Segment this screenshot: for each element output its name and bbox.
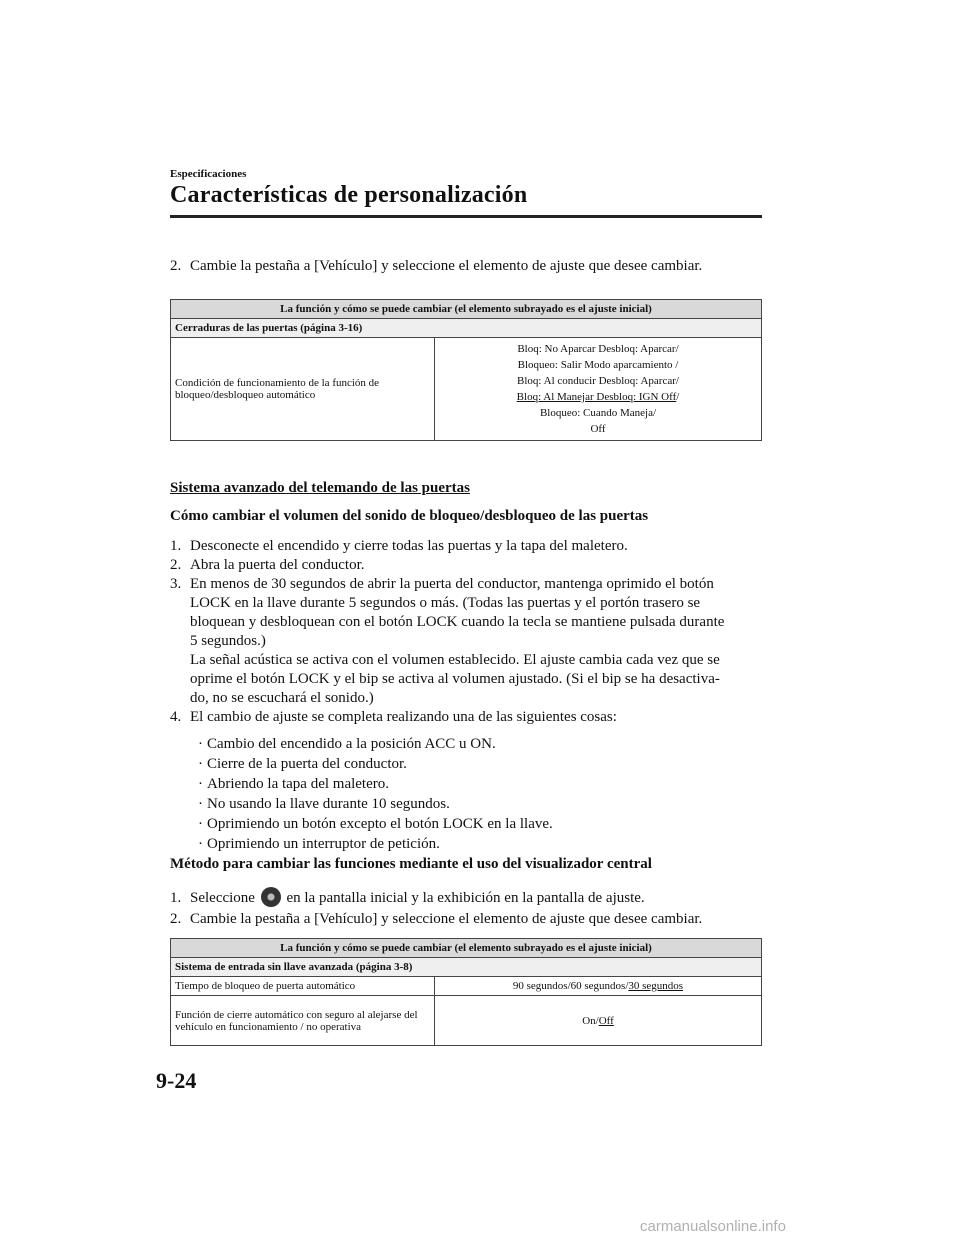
step-3-continued: bloquean y desbloquean con el botón LOCK cuando la tecla se mantiene pulsada durante (190, 614, 725, 630)
step-text: Cambie la pestaña a [Vehículo] y seleccione el elemento de ajuste que desee cambiar. (190, 911, 703, 927)
step-4 (170, 708, 770, 727)
section-label: Especificaciones (170, 168, 247, 180)
step-3 (170, 575, 770, 594)
table-header: La función y cómo se puede cambiar (el elemento subrayado es el ajuste inicial) (171, 300, 762, 319)
step-3-continued: La señal acústica se activa con el volumen establecido. El ajuste cambia cada vez que se (190, 652, 720, 668)
step-2-select (170, 910, 702, 929)
settings-gear-icon (261, 887, 281, 907)
step-number: 4. (170, 709, 182, 725)
option-values: On/ (582, 1014, 599, 1027)
table-row-label: Condición de funcionamiento de la función de bloqueo/desbloqueo automático (171, 338, 435, 441)
step-text: Desconecte el encendido y cierre todas las puertas y la tapa del maletero. (190, 538, 628, 554)
page-number: 9-24 (156, 1068, 197, 1093)
step-text: Cambie la pestaña a [Vehículo] y seleccione el elemento de ajuste que desee cambiar. (190, 258, 703, 274)
separator: / (676, 391, 680, 403)
step-number: 2. (170, 258, 182, 274)
default-value: Off (598, 1014, 614, 1027)
settings-table-keyless (170, 938, 762, 1046)
subheading-volume: Cómo cambiar el volumen del sonido de bloqueo/desbloqueo de las puertas (170, 508, 649, 524)
option-values: 90 segundos/60 segundos/ (512, 980, 629, 992)
step-3-continued: oprime el botón LOCK y el bip se activa al volumen ajustado. (Si el bip se ha desactiva- (190, 671, 720, 687)
step-3-continued: 5 segundos.) (190, 633, 266, 649)
table-header: La función y cómo se puede cambiar (el elemento subrayado es el ajuste inicial) (171, 939, 762, 958)
table-row-label: Función de cierre automático con seguro al alejarse del vehículo en funcionamiento / no operativa (171, 996, 435, 1046)
step-number: 2. (170, 557, 182, 573)
step-text: Seleccione (190, 890, 255, 906)
step-1 (170, 537, 770, 556)
section-heading-remote: Sistema avanzado del telemando de las puertas (170, 480, 470, 496)
step-2-top (170, 257, 702, 276)
settings-table-door-locks (170, 299, 762, 441)
table-subheader: Cerraduras de las puertas (página 3-16) (171, 319, 762, 338)
step-number: 3. (170, 576, 182, 592)
step-3-continued: do, no se escuchará el sonido.) (190, 690, 374, 706)
page-title: Características de personalización (170, 182, 528, 208)
table-row-value (435, 996, 762, 1046)
list-item: · Oprimiendo un interruptor de petición. (198, 834, 553, 854)
list-item: · Abriendo la tapa del maletero. (198, 774, 553, 794)
list-item: · Cambio del encendido a la posición ACC u ON. (198, 734, 553, 754)
option-default (439, 389, 757, 405)
step-text: En menos de 30 segundos de abrir la puerta del conductor, mantenga oprimido el botón (190, 576, 714, 592)
step-text: Abra la puerta del conductor. (190, 557, 365, 573)
option: Bloq: No Aparcar Desbloq: Aparcar/ (517, 343, 679, 355)
title-divider (170, 215, 762, 218)
list-item: · No usando la llave durante 10 segundos. (198, 794, 553, 814)
option: Off (590, 423, 606, 435)
option: Bloq: Al conducir Desbloq: Aparcar/ (517, 375, 679, 387)
list-item: · Oprimiendo un botón excepto el botón LOCK en la llave. (198, 814, 553, 834)
step-text: El cambio de ajuste se completa realizando una de las siguientes cosas: (190, 709, 617, 725)
step-text: en la pantalla inicial y la exhibición en la pantalla de ajuste. (286, 890, 645, 906)
step-number: 1. (170, 538, 182, 554)
watermark: carmanualsonline.info (640, 1218, 786, 1235)
default-value: Bloq: Al Manejar Desbloq: IGN Off (516, 391, 677, 403)
option: Bloqueo: Cuando Maneja/ (539, 407, 657, 419)
option: Bloqueo: Salir Modo aparcamiento / (517, 359, 679, 371)
default-value: 30 segundos (628, 980, 684, 992)
table-subheader: Sistema de entrada sin llave avanzada (página 3-8) (171, 958, 762, 977)
list-item: · Cierre de la puerta del conductor. (198, 754, 553, 774)
step-2 (170, 556, 770, 575)
table-row-options (435, 338, 762, 441)
bullet-list (198, 734, 553, 854)
step-1-select (170, 887, 645, 908)
table-row-value (435, 977, 762, 996)
table-row-label: Tiempo de bloqueo de puerta automático (171, 977, 435, 996)
section-heading-display: Método para cambiar las funciones mediante el uso del visualizador central (170, 856, 652, 872)
step-3-continued: LOCK en la llave durante 5 segundos o más. (Todas las puertas y el portón trasero se (190, 595, 701, 611)
step-number: 2. (170, 911, 182, 927)
step-number: 1. (170, 890, 182, 906)
steps-list (170, 537, 770, 727)
